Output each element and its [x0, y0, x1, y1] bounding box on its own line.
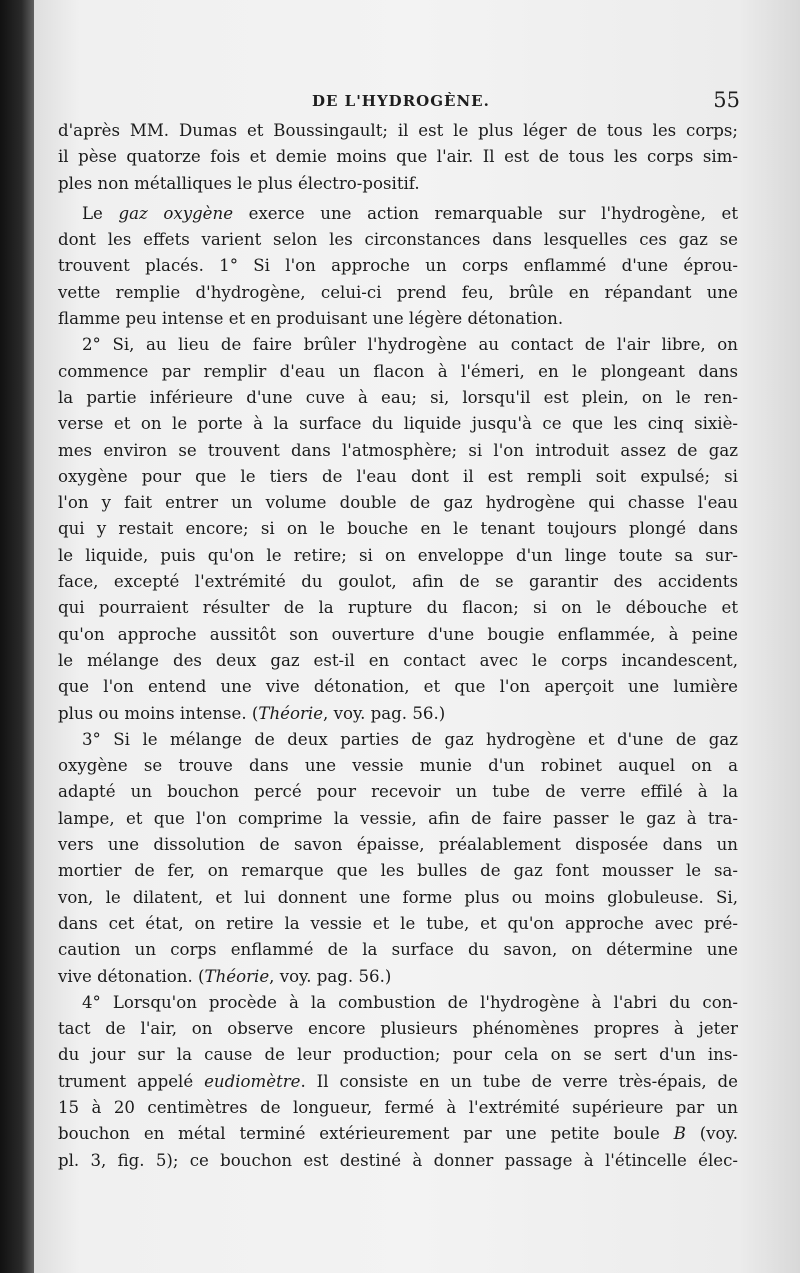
- text-line: qui y restait encore; si on le bouche en le tenant toujours plongé dans: [58, 519, 738, 539]
- text-line: l'on y fait entrer un volume double de gaz hydrogène qui chasse l'eau: [58, 493, 738, 513]
- text-line: lampe, et que l'on comprime la vessie, afin de faire passer le gaz à tra-: [58, 808, 738, 828]
- text-line: plus ou moins intense. (Théorie, voy. pag. 56.): [58, 703, 446, 723]
- text-line: flamme peu intense et en produisant une légère détonation.: [58, 309, 564, 329]
- text-line: oxygène pour que le tiers de l'eau dont il est rempli soit expulsé; si: [58, 466, 738, 486]
- text-line: tact de l'air, on observe encore plusieurs phénomènes propres à jeter: [58, 1019, 738, 1039]
- text-line: le liquide, puis qu'on le retire; si on enveloppe d'un linge toute sa sur-: [58, 545, 738, 565]
- body-text: [58, 118, 738, 1174]
- text-line: Le gaz oxygène exerce une action remarquable sur l'hydrogène, et: [82, 203, 738, 223]
- text-line: vette remplie d'hydrogène, celui-ci prend feu, brûle en répandant une: [58, 282, 738, 302]
- text-line: vers une dissolution de savon épaisse, préalablement disposée dans un: [58, 835, 738, 855]
- text-line: dont les effets varient selon les circonstances dans lesquelles ces gaz se: [58, 230, 738, 250]
- text-line: 3° Si le mélange de deux parties de gaz hydrogène et d'une de gaz: [82, 729, 738, 749]
- text-line: face, excepté l'extrémité du goulot, afin de se garantir des accidents: [58, 572, 738, 592]
- text-line: d'après MM. Dumas et Boussingault; il est le plus léger de tous les corps;: [58, 121, 738, 140]
- paragraph: [58, 201, 738, 332]
- text-line: trouvent placés. 1° Si l'on approche un corps enflammé d'une éprou-: [58, 256, 738, 276]
- paragraph: [58, 990, 738, 1174]
- text-line: mes environ se trouvent dans l'atmosphère; si l'on introduit assez de gaz: [58, 440, 738, 460]
- text-line: le mélange des deux gaz est-il en contact avec le corps incandescent,: [58, 650, 738, 670]
- text-line: dans cet état, on retire la vessie et le tube, et qu'on approche avec pré-: [58, 913, 738, 933]
- text-line: ples non métalliques le plus électro-positif.: [58, 173, 420, 193]
- text-line: caution un corps enflammé de la surface du savon, on détermine une: [58, 940, 738, 960]
- page-number: 55: [713, 88, 740, 112]
- text-line: 15 à 20 centimètres de longueur, fermé à l'extrémité supérieure par un: [58, 1097, 738, 1117]
- paragraph: [58, 332, 738, 726]
- text-line: oxygène se trouve dans une vessie munie d'un robinet auquel on a: [58, 756, 738, 776]
- paragraph: [58, 118, 738, 197]
- text-line: la partie inférieure d'une cuve à eau; si, lorsqu'il est plein, on le ren-: [58, 387, 738, 407]
- text-line: que l'on entend une vive détonation, et que l'on aperçoit une lumière: [58, 677, 738, 697]
- text-line: trument appelé eudiomètre. Il consiste en un tube de verre très-épais, de: [58, 1071, 738, 1091]
- text-line: il pèse quatorze fois et demie moins que l'air. Il est de tous les corps sim-: [58, 147, 738, 167]
- text-line: commence par remplir d'eau un flacon à l'émeri, en le plongeant dans: [58, 361, 738, 381]
- text-line: vive détonation. (Théorie, voy. pag. 56.): [58, 966, 392, 986]
- page-header: [60, 88, 740, 116]
- binding-shadow: [0, 0, 36, 1273]
- text-line: bouchon en métal terminé extérieurement par une petite boule B (voy.: [58, 1124, 738, 1144]
- text-line: qui pourraient résulter de la rupture du flacon; si on le débouche et: [58, 598, 738, 618]
- text-line: von, le dilatent, et lui donnent une forme plus ou moins globuleuse. Si,: [58, 887, 738, 907]
- text-line: adapté un bouchon percé pour recevoir un tube de verre effilé à la: [58, 782, 738, 802]
- paragraph: [58, 727, 738, 990]
- text-line: du jour sur la cause de leur production; pour cela on se sert d'un ins-: [58, 1045, 738, 1065]
- text-line: 2° Si, au lieu de faire brûler l'hydrogène au contact de l'air libre, on: [82, 335, 738, 355]
- text-line: qu'on approche aussitôt son ouverture d'une bougie enflammée, à peine: [58, 624, 738, 644]
- text-line: 4° Lorsqu'on procède à la combustion de l'hydrogène à l'abri du con-: [82, 992, 738, 1012]
- text-line: pl. 3, fig. 5); ce bouchon est destiné à donner passage à l'étincelle élec-: [58, 1150, 738, 1170]
- running-title: DE L'HYDROGÈNE.: [312, 92, 490, 110]
- text-line: mortier de fer, on remarque que les bulles de gaz font mousser le sa-: [58, 861, 738, 881]
- text-line: verse et on le porte à la surface du liquide jusqu'à ce que les cinq sixiè-: [58, 414, 738, 434]
